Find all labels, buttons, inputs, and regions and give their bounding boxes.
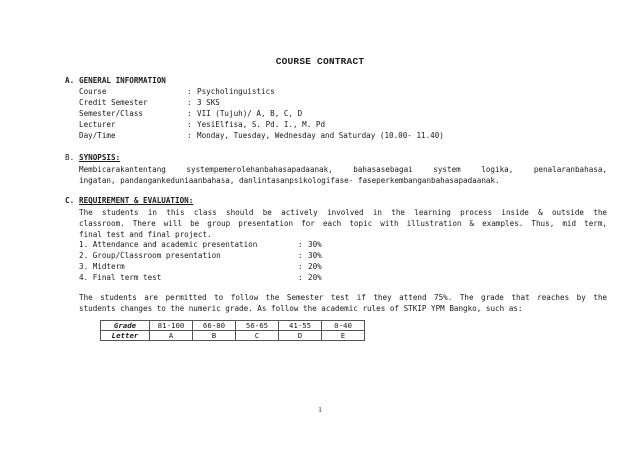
weight-colon: : [298, 240, 303, 249]
info-value: 3 SKS [197, 98, 220, 107]
weight-value: 30% [308, 251, 322, 260]
info-value: Psycholinguistics [197, 87, 275, 96]
info-colon: : [187, 98, 192, 107]
grade-header: Grade [101, 321, 150, 331]
grade-range-cell: 41-55 [279, 321, 322, 331]
weight-row-attendance [79, 240, 322, 251]
grade-range-cell: 81-100 [150, 321, 193, 331]
info-value: Monday, Tuesday, Wednesday and Saturday (10.00- 11.40) [197, 131, 444, 140]
section-title: SYNOPSIS: [79, 153, 121, 162]
info-colon: : [187, 109, 192, 118]
info-key: Course [79, 87, 107, 96]
section-synopsis-heading [65, 153, 120, 162]
info-key: Credit Semester [79, 98, 148, 107]
grade-table [100, 320, 365, 341]
grade-row [101, 321, 365, 331]
info-colon: : [187, 87, 192, 96]
requirement-para1-line-2: classroom. There will be group presentation for each topic with illustration & examples. Thus, mid term, [79, 219, 607, 228]
weight-row-final [79, 273, 322, 284]
section-number: A. [65, 76, 75, 85]
weight-colon: : [298, 251, 303, 260]
info-key: Semester/Class [79, 109, 144, 118]
letter-cell: E [322, 331, 365, 341]
page-number: 1 [318, 405, 322, 414]
grade-range-cell: 56-65 [236, 321, 279, 331]
section-number: C. [65, 196, 75, 205]
requirement-para2-line-1: The students are permitted to follow the Semester test if they attend 75%. The grade that reaches by the [79, 293, 607, 302]
page-title: COURSE CONTRACT [275, 56, 365, 67]
synopsis-line-1: Membicarakantentang systempemerolehanbahasapadaanak, bahasasebagai system logika, penalaranbahasa, [79, 165, 607, 174]
weight-value: 30% [308, 240, 322, 249]
weight-row-midterm [79, 262, 322, 273]
letter-row [101, 331, 365, 341]
grade-range-cell: 0-40 [322, 321, 365, 331]
section-general-heading [65, 76, 166, 85]
letter-cell: B [193, 331, 236, 341]
info-value: VII (Tujuh)/ A, B, C, D [197, 109, 303, 118]
letter-cell: D [279, 331, 322, 341]
info-key: Lecturer [79, 120, 116, 129]
weight-colon: : [298, 262, 303, 271]
letter-cell: C [236, 331, 279, 341]
weight-label: 2. Group/Classroom presentation [79, 251, 221, 260]
requirement-para2-line-2: students changes to the numeric grade. As follow the academic rules of STKIP YPM Bangko, such as: [79, 304, 523, 313]
section-title: REQUIREMENT & EVALUATION: [79, 196, 194, 205]
weight-value: 20% [308, 262, 322, 271]
section-title: GENERAL INFORMATION [79, 76, 166, 85]
weight-label: 4. Final term test [79, 273, 162, 282]
letter-cell: A [150, 331, 193, 341]
info-value: YesiElfisa, S. Pd. I., M. Pd [197, 120, 326, 129]
info-key: Day/Time [79, 131, 116, 140]
weight-colon: : [298, 273, 303, 282]
info-colon: : [187, 120, 192, 129]
letter-header: Letter [101, 331, 150, 341]
section-requirement-heading [65, 196, 193, 205]
weight-label: 3. Midterm [79, 262, 125, 271]
weight-value: 20% [308, 273, 322, 282]
weight-row-group [79, 251, 322, 262]
requirement-para1-line-1: The students in this class should be actively involved in the learning process inside & outside the [79, 208, 607, 217]
info-colon: : [187, 131, 192, 140]
synopsis-line-2: ingatan, pandangankeduniaanbahasa, danlintasanpsikologifase- faseperkembanganbahasapadaanak. [79, 176, 500, 185]
grade-range-cell: 66-80 [193, 321, 236, 331]
section-number: B. [65, 153, 75, 162]
requirement-para1-line-3: final test and final project. [79, 230, 212, 239]
weight-label: 1. Attendance and academic presentation [79, 240, 258, 249]
